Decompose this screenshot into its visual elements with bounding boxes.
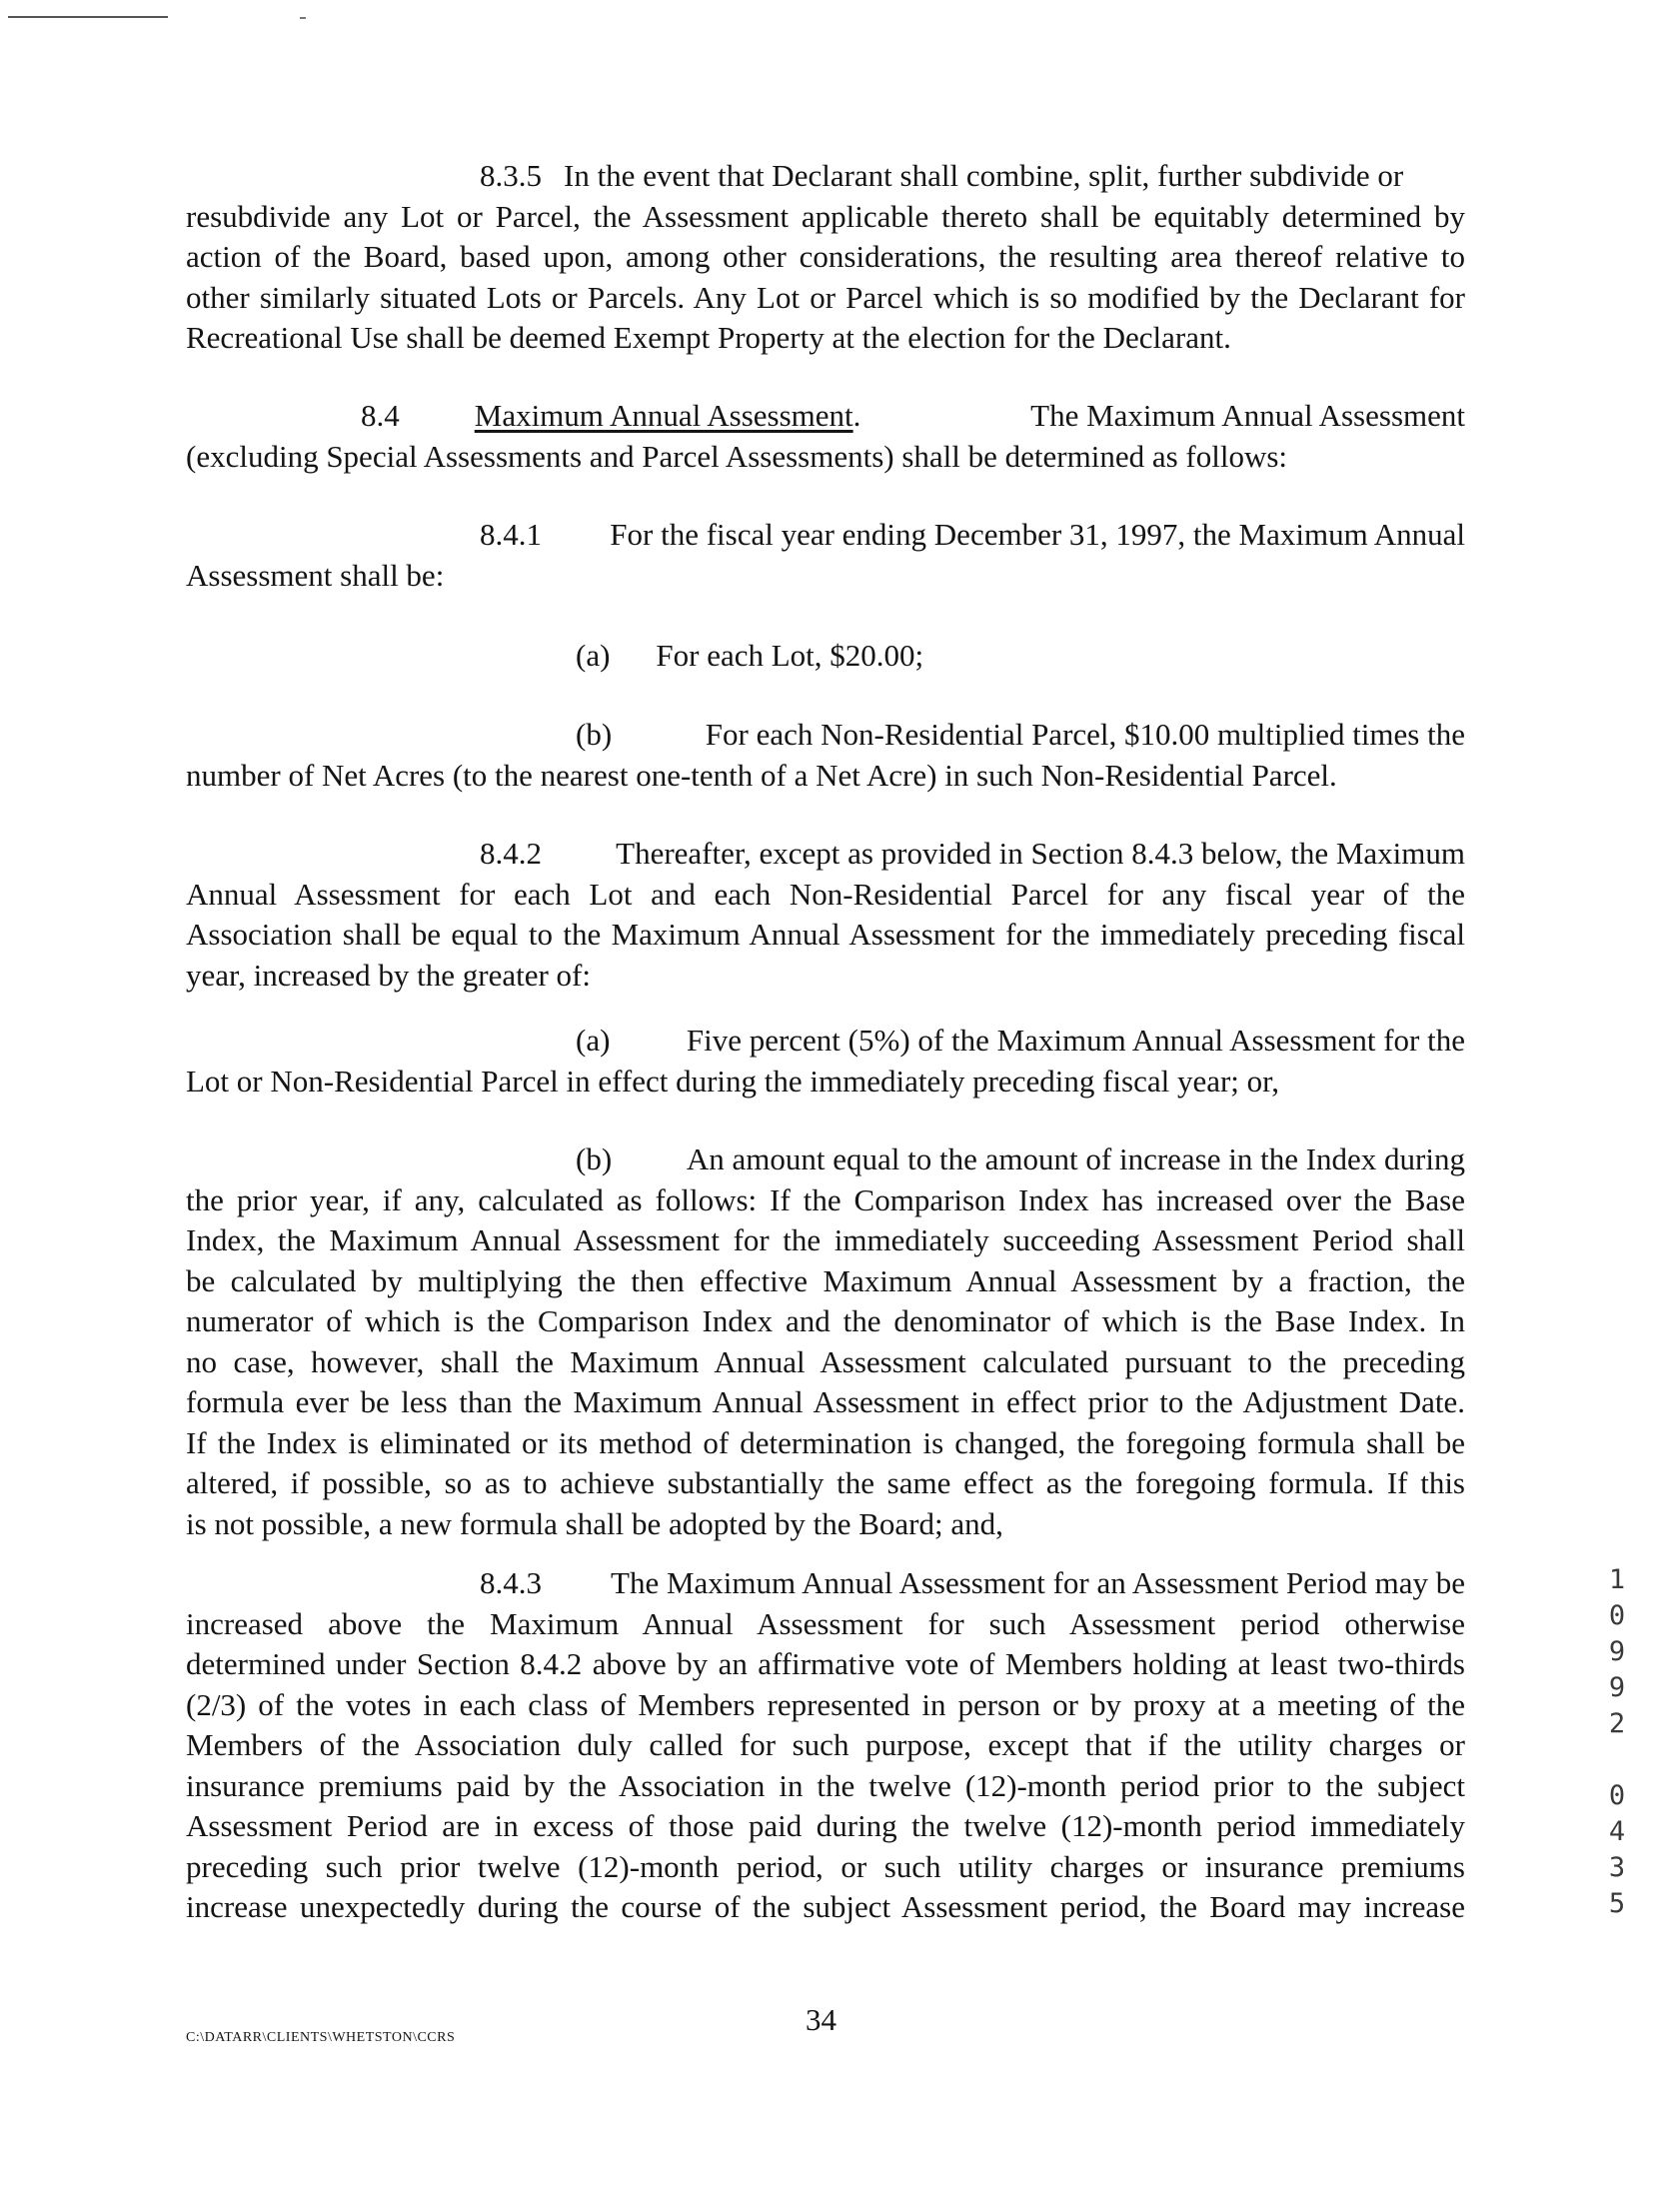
section-text-line: preceding such prior twelve (12)-month period, or such utility charges or insurance premiums — [186, 1848, 1465, 1884]
item-text-line: the prior year, if any, calculated as follows: If the Comparison Index has increased over the Base — [186, 1181, 1465, 1217]
section-text-line: In the event that Declarant shall combine, split, further subdivide or — [564, 158, 1404, 193]
section-text-line: (2/3) of the votes in each class of Members represented in person or by proxy at a meeting of the — [186, 1686, 1465, 1722]
item-text-line: Index, the Maximum Annual Assessment for the immediately succeeding Assessment Period shall — [186, 1222, 1465, 1257]
item-text: For each Lot, $20.00; — [656, 638, 924, 673]
item-text-line: Lot or Non-Residential Parcel in effect during the immediately preceding fiscal year; or, — [186, 1063, 1279, 1099]
section-8-4-2 — [186, 834, 1465, 996]
section-text-line: insurance premiums paid by the Association in the twelve (12)-month period prior to the subject — [186, 1767, 1465, 1803]
section-8-4-3 — [186, 1563, 1465, 1928]
stamp-digit: 1 — [1608, 1564, 1626, 1595]
section-text-line: Assessment Period are in excess of those paid during the twelve (12)-month period immediately — [186, 1808, 1465, 1843]
section-number: 8.3.5 — [480, 158, 542, 193]
stamp-digit: 2 — [1608, 1708, 1626, 1739]
item-text-line: Five percent (5%) of the Maximum Annual Assessment for the — [686, 1023, 1465, 1058]
item-label: (a) — [576, 638, 611, 673]
section-text-line: For the fiscal year ending December 31, 1997, the Maximum Annual — [610, 517, 1465, 552]
section-text-line: The Maximum Annual Assessment — [1030, 398, 1465, 433]
section-8-3-5 — [186, 156, 1465, 359]
section-text-line: increase unexpectedly during the course of the subject Assessment period, the Board may increase — [186, 1889, 1465, 1924]
section-number: 8.4.3 — [480, 1565, 542, 1600]
section-text-line: Members of the Association duly called for such purpose, except that if the utility charges or — [186, 1727, 1465, 1762]
stamp-digit: 0 — [1608, 1780, 1626, 1811]
section-text-line: determined under Section 8.4.2 above by an affirmative vote of Members holding at least two-thirds — [186, 1646, 1465, 1681]
item-text-line: no case, however, shall the Maximum Annual Assessment calculated pursuant to the preceding — [186, 1343, 1465, 1379]
section-8-4-1-b — [186, 715, 1465, 796]
item-label: (a) — [576, 1023, 611, 1058]
section-text-line: The Maximum Annual Assessment for an Assessment Period may be — [611, 1565, 1465, 1600]
page-number: 34 — [806, 2002, 837, 2037]
item-text-line: If the Index is eliminated or its method of determination is changed, the foregoing formula shall be — [186, 1424, 1465, 1460]
item-text-line: formula ever be less than the Maximum Annual Assessment in effect prior to the Adjustment Date. — [186, 1384, 1465, 1419]
item-text-line: be calculated by multiplying the then effective Maximum Annual Assessment by a fraction, the — [186, 1262, 1465, 1298]
item-label: (b) — [576, 1141, 613, 1176]
section-8-4-1 — [186, 515, 1465, 596]
section-heading: Maximum Annual Assessment — [474, 398, 853, 433]
section-number: 8.4.2 — [480, 836, 542, 871]
section-8-4 — [186, 396, 1465, 477]
scan-edge-tick — [300, 17, 306, 19]
item-text-line: For each Non-Residential Parcel, $10.00 multiplied times the — [705, 717, 1465, 752]
section-text-line: Thereafter, except as provided in Section 8.4.3 below, the Maximum — [616, 836, 1465, 871]
section-text-line: Assessment shall be: — [186, 557, 445, 593]
item-text-line: is not possible, a new formula shall be adopted by the Board; and, — [186, 1505, 1003, 1541]
file-path-footer: C:\DATARR\CLIENTS\WHETSTON\CCRS — [186, 2030, 456, 2045]
item-text-line: number of Net Acres (to the nearest one-tenth of a Net Acre) in such Non-Residential Parcel. — [186, 757, 1337, 793]
section-text-line: year, increased by the greater of: — [186, 957, 591, 993]
section-text-line: resubdivide any Lot or Parcel, the Assessment applicable thereto shall be equitably determined by — [186, 198, 1465, 234]
section-text-line: Annual Assessment for each Lot and each Non-Residential Parcel for any fiscal year of the — [186, 876, 1465, 912]
stamp-digit: 3 — [1608, 1852, 1626, 1883]
item-text-line: An amount equal to the amount of increase in the Index during — [686, 1141, 1465, 1176]
item-text-line: altered, if possible, so as to achieve substantially the same effect as the foregoing formula. If this — [186, 1465, 1465, 1500]
stamp-digit: 9 — [1608, 1636, 1626, 1667]
section-number: 8.4.1 — [480, 517, 542, 552]
section-text-line: other similarly situated Lots or Parcels. Any Lot or Parcel which is so modified by the Declarant for — [186, 279, 1465, 315]
section-8-4-2-a — [186, 1021, 1465, 1102]
item-label: (b) — [576, 717, 613, 752]
section-text-line: action of the Board, based upon, among other considerations, the resulting area thereof relative to — [186, 239, 1465, 274]
section-text-line: Recreational Use shall be deemed Exempt Property at the election for the Declarant. — [186, 320, 1231, 355]
stamp-digit: 0 — [1608, 1600, 1626, 1631]
stamp-digit: 4 — [1608, 1816, 1626, 1847]
section-text-line: increased above the Maximum Annual Assessment for such Assessment period otherwise — [186, 1605, 1465, 1641]
section-8-4-2-b — [186, 1139, 1465, 1544]
recording-number-stamp — [1600, 1562, 1634, 1922]
stamp-digit: 9 — [1608, 1672, 1626, 1703]
section-text-line: (excluding Special Assessments and Parcel Assessments) shall be determined as follows: — [186, 438, 1288, 474]
section-number: 8.4 — [361, 398, 400, 433]
heading-punctuation: . — [852, 398, 861, 433]
scan-edge-mark — [8, 16, 168, 18]
section-text-line: Association shall be equal to the Maximum Annual Assessment for the immediately preceding fiscal — [186, 917, 1465, 952]
section-8-4-1-a — [186, 636, 1465, 677]
item-text-line: numerator of which is the Comparison Index and the denominator of which is the Base Index. In — [186, 1303, 1465, 1338]
stamp-digit: 5 — [1608, 1888, 1626, 1919]
